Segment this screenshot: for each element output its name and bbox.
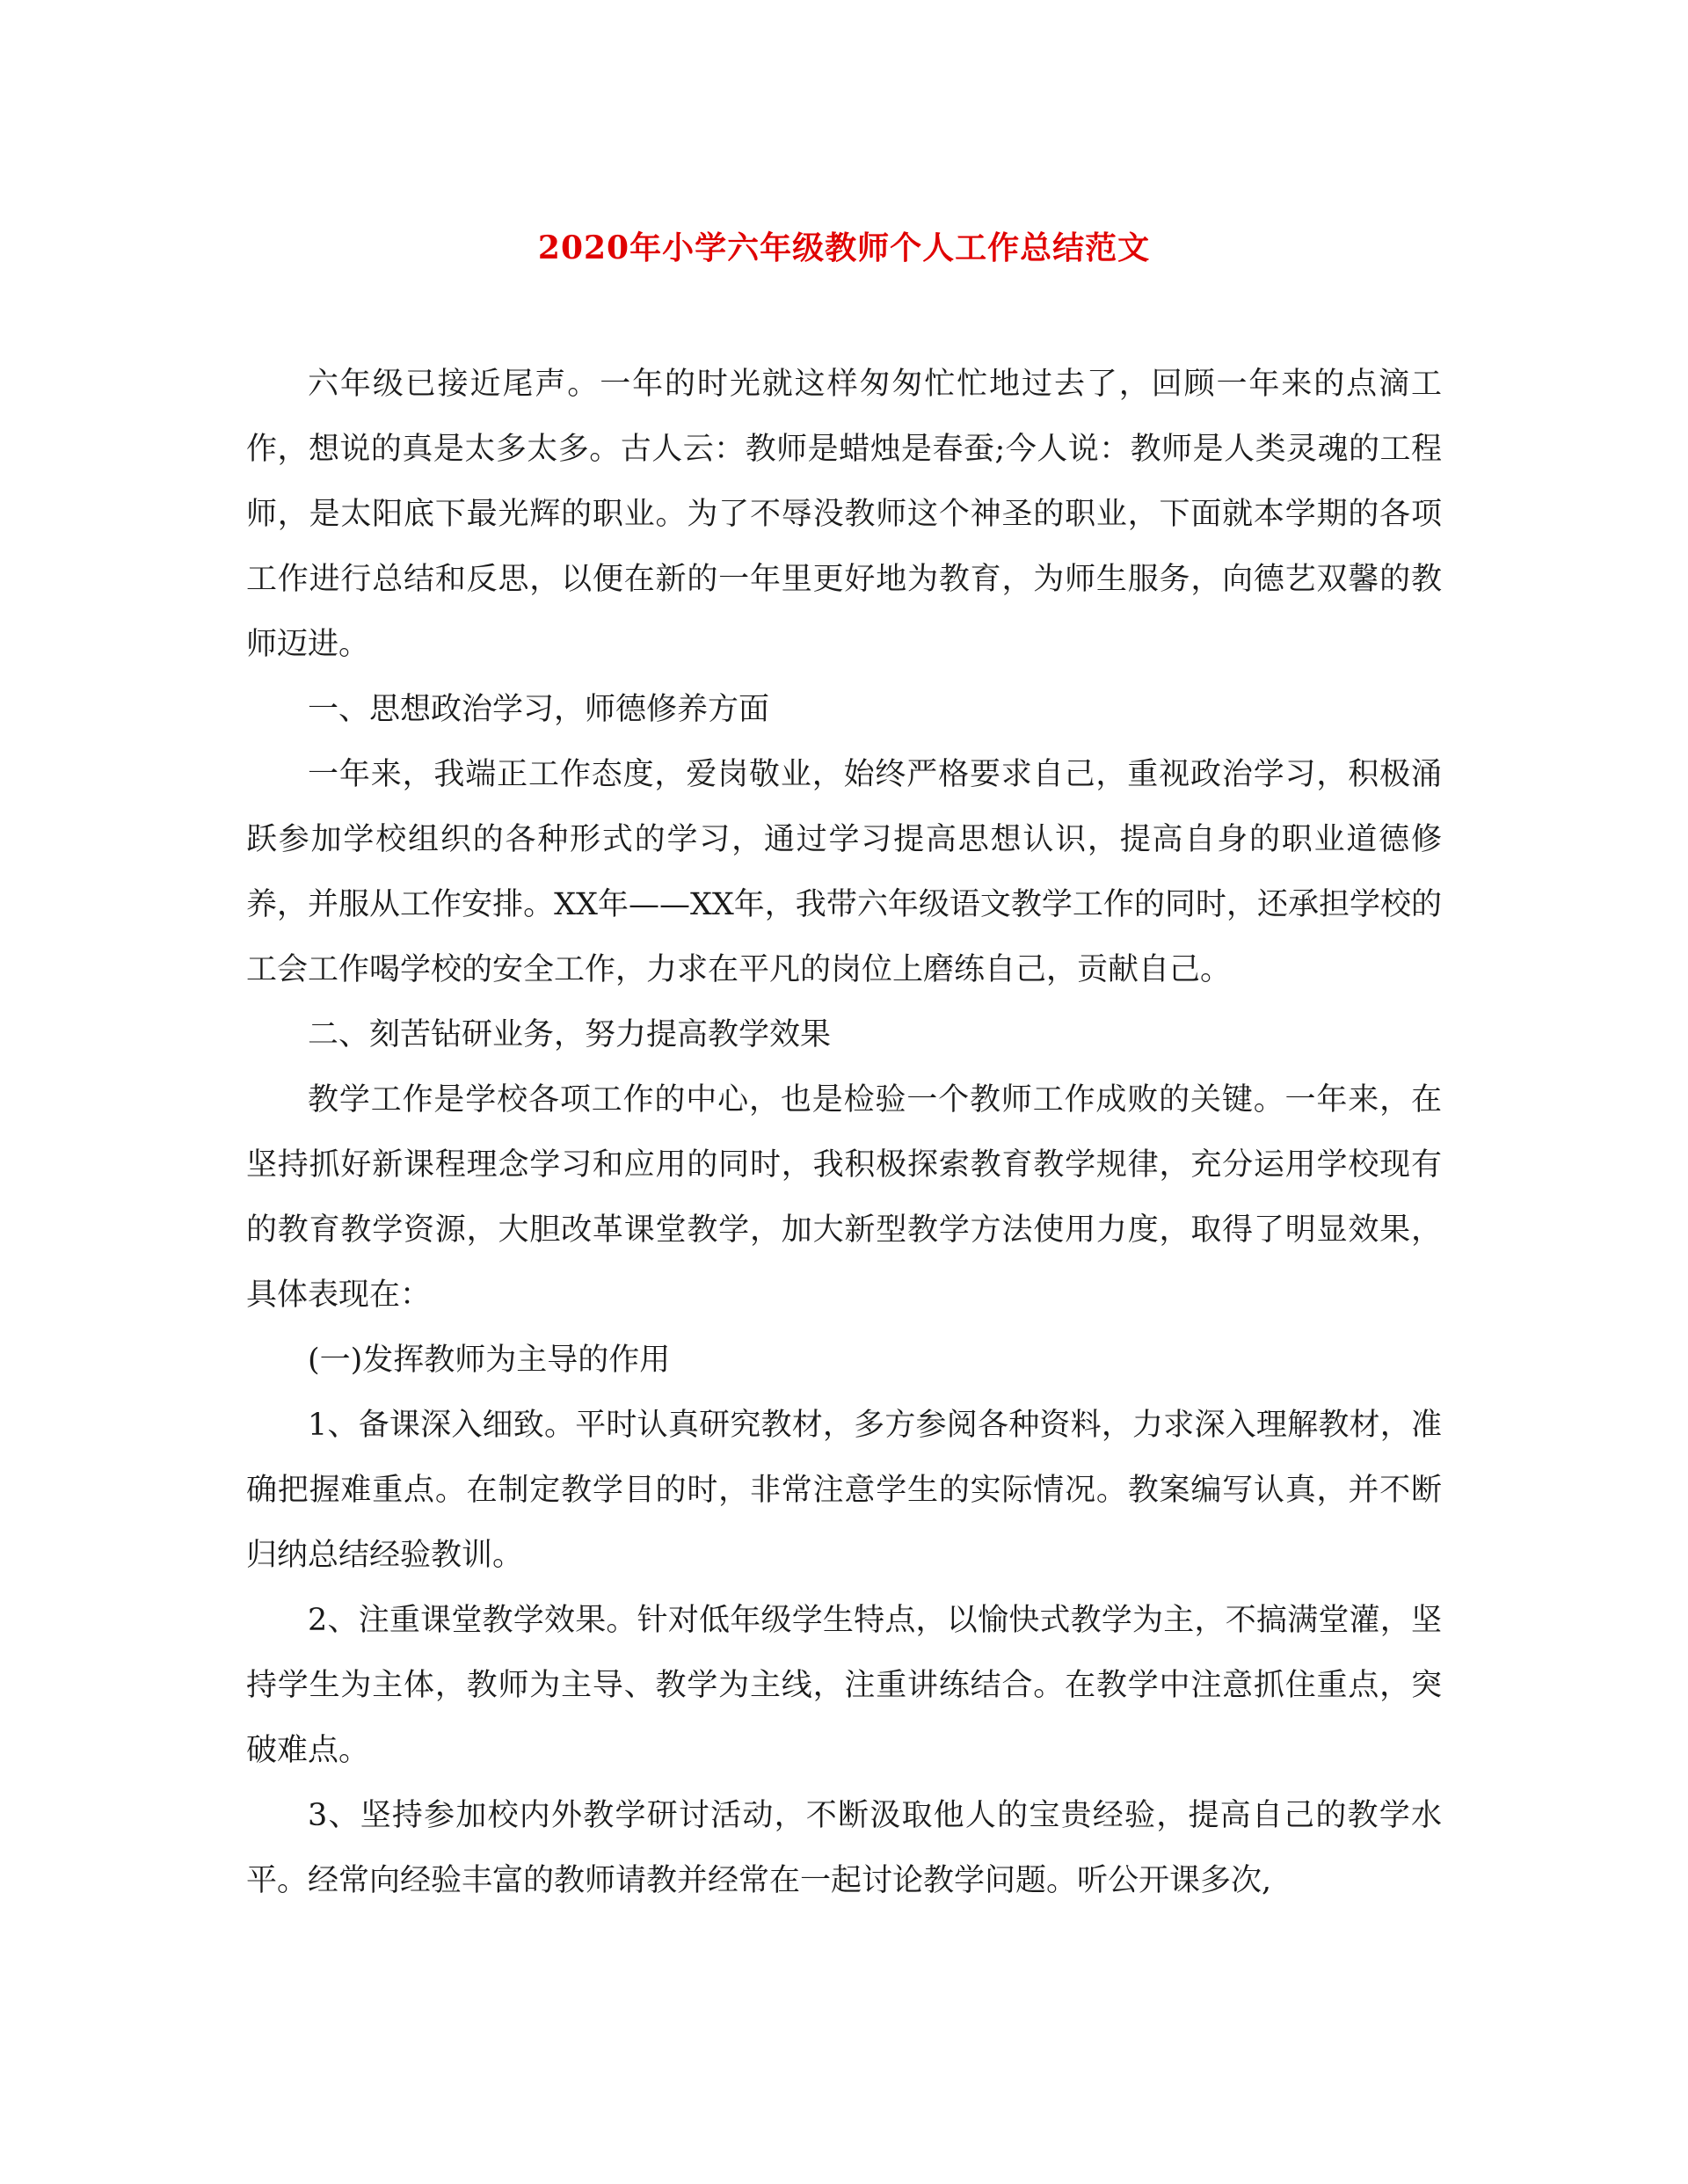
paragraph-section-2: 教学工作是学校各项工作的中心，也是检验一个教师工作成败的关键。一年来，在坚持抓好新课程理念学习和应用的同时，我积极探索教育教学规律，充分运用学校现有的教育教学资源，大胆改革课堂教学，加大新型教学方法使用力度，取得了明显效果，具体表现在： [246,1082,1442,1313]
paragraph-item-1: 1、备课深入细致。平时认真研究教材，多方参阅各种资料，力求深入理解教材，准确把握难重点。在制定教学目的时，非常注意学生的实际情况。教案编写认真，并不断归纳总结经验教训。 [246,1408,1442,1573]
paragraph-section-1: 一年来，我端正工作态度，爱岗敬业，始终严格要求自己，重视政治学习，积极涌跃参加学校组织的各种形式的学习，通过学习提高思想认识，提高自身的职业道德修养，并服从工作安排。XX年——XX年，我带六年级语文教学工作的同时，还承担学校的工会工作喝学校的安全工作，力求在平凡的岗位上磨练自己，贡献自己。 [246,757,1442,987]
document-body [246,352,1442,1913]
paragraph-item-3: 3、坚持参加校内外教学研讨活动，不断汲取他人的宝贵经验，提高自己的教学水平。经常向经验丰富的教师请教并经常在一起讨论教学问题。听公开课多次, [246,1798,1442,1898]
paragraph-intro: 六年级已接近尾声。一年的时光就这样匆匆忙忙地过去了，回顾一年来的点滴工作，想说的真是太多太多。古人云：教师是蜡烛是春蚕;今人说：教师是人类灵魂的工程师，是太阳底下最光辉的职业。为了不辱没教师这个神圣的职业，下面就本学期的各项工作进行总结和反思，以便在新的一年里更好地为教育，为师生服务，向德艺双馨的教师迈进。 [246,367,1442,662]
paragraph-item-2: 2、注重课堂教学效果。针对低年级学生特点，以愉快式教学为主，不搞满堂灌，坚持学生为主体，教师为主导、教学为主线，注重讲练结合。在教学中注意抓住重点，突破难点。 [246,1603,1442,1768]
section-heading-1: 一、思想政治学习，师德修养方面 [308,692,770,727]
subsection-heading-1: (一)发挥教师为主导的作用 [308,1343,671,1378]
document-title: 2020年小学六年级教师个人工作总结范文 [537,229,1151,266]
section-heading-2: 二、刻苦钻研业务，努力提高教学效果 [308,1017,832,1052]
